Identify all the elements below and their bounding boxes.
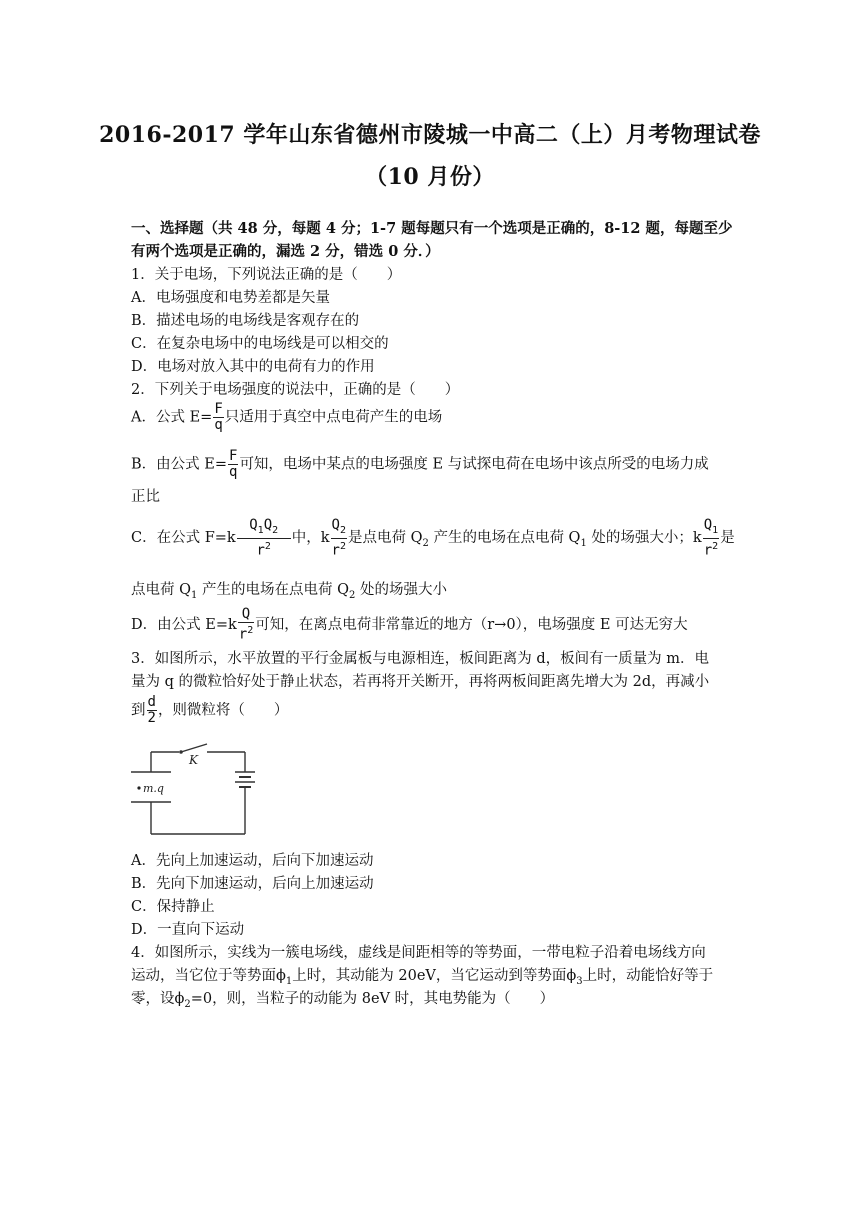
q2-a-text: 只适用于真空中点电荷产生的电场 (224, 409, 443, 426)
q2-option-a[interactable] (131, 402, 442, 433)
particle-label: m.q (143, 782, 164, 795)
q2-option-b-cont: 正比 (131, 489, 160, 505)
section-heading-line2: 有两个选项是正确的，漏选 2 分，错选 0 分．） (131, 243, 440, 260)
q2-b-text: 可知，电场中某点的电场强度 E 与试探电荷在电场中该点所受的电场力成 (239, 456, 709, 473)
formula-q1-over-r2: $\frac{Q_1}{r^2}$ (703, 517, 719, 559)
q1-stem: 1．关于电场，下列说法正确的是（ ） (131, 267, 402, 283)
q1-option-d[interactable]: D．电场对放入其中的电荷有力的作用 (131, 359, 375, 375)
q4-stem-line2: 运动，当它位于等势面$\phi_1$上时，其动能为 20eV，当它运动到等势面$\phi_3$上时，动能恰好等于 (131, 968, 714, 987)
q1-option-c[interactable]: C．在复杂电场中的电场线是可以相交的 (131, 336, 389, 352)
switch-k[interactable] (181, 744, 207, 752)
q3-stem-line3: 到 $\frac{d}{2}$ ，则微粒将（ ） (131, 694, 289, 726)
exam-title: 2016-2017 学年山东省德州市陵城一中高二（上）月考物理试卷 (99, 122, 761, 148)
q2-b-prefix: B．由公式 E= (131, 456, 227, 473)
circuit-diagram (131, 740, 271, 836)
formula-q-over-r2: $\frac{Q}{r^2}$ (238, 606, 254, 643)
q2-option-b[interactable] (131, 449, 709, 480)
formula-f-over-q: $\frac{F}{q}$ (214, 401, 223, 433)
q2-d-prefix: D．由公式 E=k (131, 616, 237, 633)
q3-option-d[interactable]: D．一直向下运动 (131, 922, 245, 938)
q2-option-d[interactable]: D．由公式 E=k $\frac{Q}{r^2}$ 可知，在离点电荷非常靠近的地方（r→0），电场强度 E 可达无穷大 (131, 606, 688, 643)
q4-stem-line1: 4．如图所示，实线为一簇电场线，虚线是间距相等的等势面，一带电粒子沿着电场线方向 (131, 945, 706, 961)
q2-c-prefix: C．在公式 F=k (131, 530, 236, 547)
q2-option-c[interactable]: C．在公式 F=k $\frac{Q_1Q_2}{r^2}$ 中，k $\frac{Q_2}{r^2}$ 是点电荷 $Q_2$ 产生的电场在点电荷 $Q_1$ 处的场强大小；k $\frac{Q_1}{r^2}$ 是 (131, 517, 735, 559)
q2-stem: 2．下列关于电场强度的说法中，正确的是（ ） (131, 382, 460, 398)
formula-q2-over-r2: $\frac{Q_2}{r^2}$ (331, 517, 346, 559)
q3-stem-line2: 量为 q 的微粒恰好处于静止状态，若再将开关断开，再将两板间距离先增大为 2d，再减小 (131, 674, 710, 690)
section-heading-line1: 一、选择题（共 48 分，每题 4 分；1-7 题每题只有一个选项是正确的，8-12 题，每题至少 (131, 220, 733, 237)
q3-stem-line1: 3．如图所示，水平放置的平行金属板与电源相连，板间距离为 d，板间有一质量为 m．电 (131, 651, 709, 667)
formula-d-over-2: $\frac{d}{2}$ (147, 694, 156, 726)
q1-option-b[interactable]: B．描述电场的电场线是客观存在的 (131, 313, 360, 329)
switch-label: K (189, 753, 198, 767)
formula-coulomb: $\frac{Q_1Q_2}{r^2}$ (237, 518, 291, 558)
q2-a-prefix: A．公式 E= (131, 409, 213, 426)
q4-stem-line3: 零，设$\phi_2=0$，则，当粒子的动能为 8eV 时，其电势能为（ ） (131, 991, 555, 1010)
q1-option-a[interactable]: A．电场强度和电势差都是矢量 (131, 290, 330, 306)
q2-option-c-cont: 点电荷 $Q_1$ 产生的电场在点电荷 $Q_2$ 处的场强大小 (131, 582, 447, 601)
formula-f-over-q: $\frac{F}{q}$ (229, 448, 238, 480)
particle-dot (137, 786, 140, 789)
q3-option-c[interactable]: C．保持静止 (131, 899, 215, 915)
q3-option-b[interactable]: B．先向下加速运动，后向上加速运动 (131, 876, 374, 892)
q3-option-a[interactable]: A．先向上加速运动，后向下加速运动 (131, 853, 374, 869)
exam-subtitle: （10 月份） (365, 164, 495, 190)
